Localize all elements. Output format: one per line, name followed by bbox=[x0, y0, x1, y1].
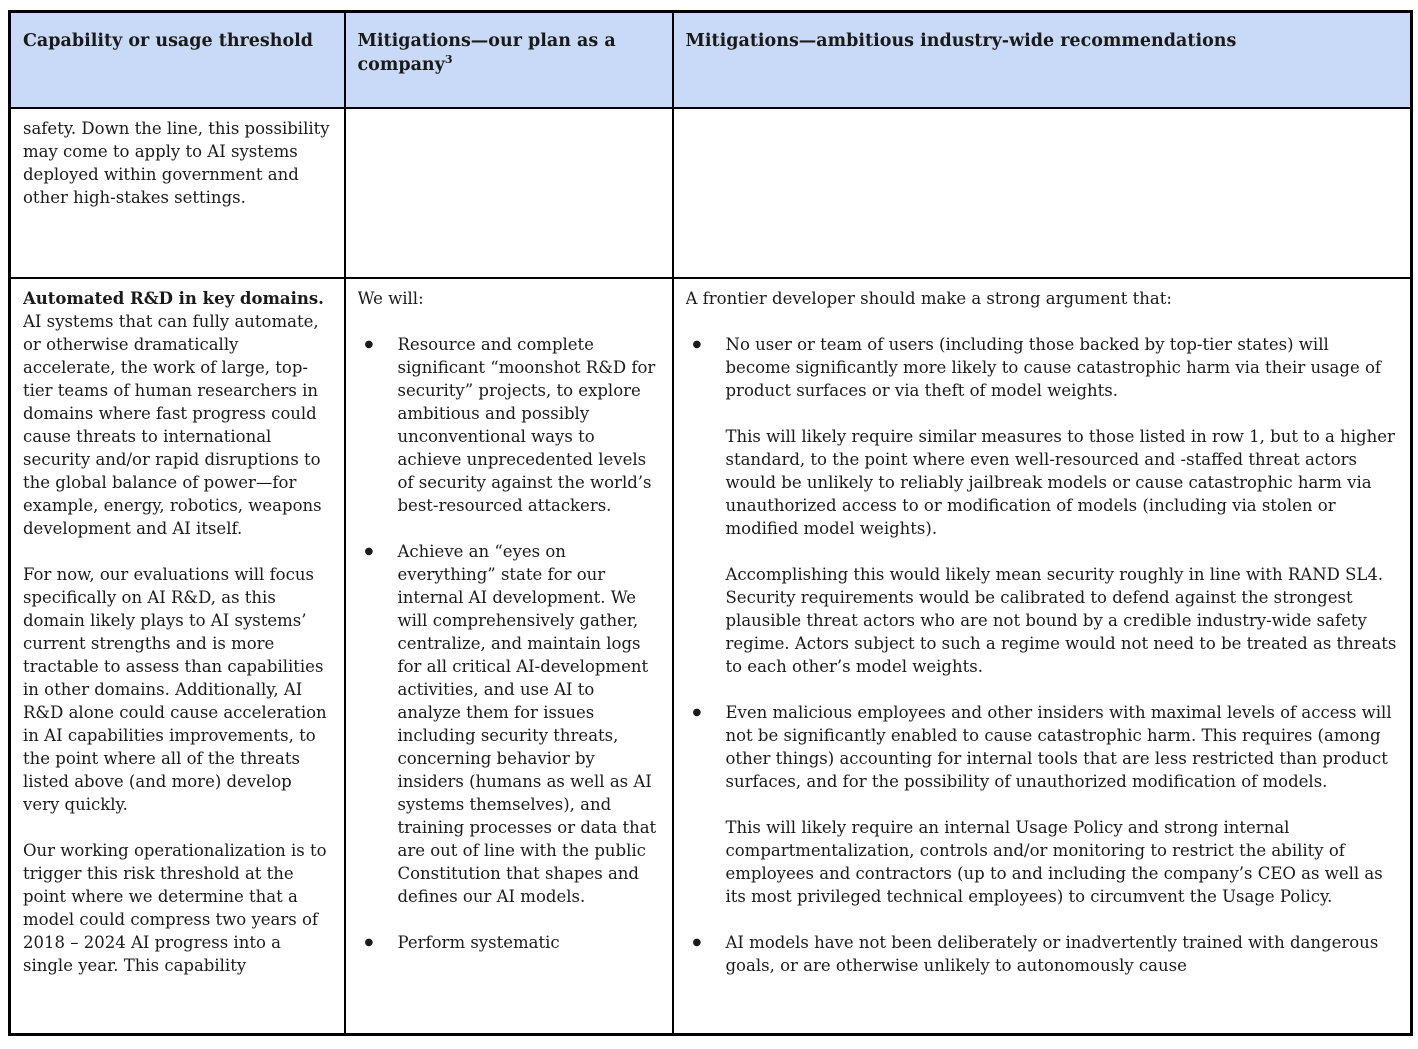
capability-paragraph-2: For now, our evaluations will focus specifically on AI R&D, as this domain likely plays to AI systems’ current strengths and is more tractable to assess than capabilities in other domains. Additionally, AI R&D alone could cause acceleration in AI capabilities improvements, to the point where all of the threats listed above (and more) develop very quickly. bbox=[23, 564, 327, 814]
header-company-plan bbox=[345, 12, 673, 108]
bullet-icon: ● bbox=[364, 545, 374, 557]
cell-company-plan bbox=[345, 278, 673, 1035]
list-item-body bbox=[726, 701, 1399, 908]
capability-paragraph-1 bbox=[23, 287, 332, 540]
list-item bbox=[686, 701, 1399, 908]
table-row-automated-rd bbox=[10, 278, 1412, 1035]
industry-bullet-1-p3: Accomplishing this would likely mean security roughly in line with RAND SL4. Security requirements would be calibrated to defend against the strongest plausible threat actors who are not bound by a credible industry-wide safety regime. Actors subject to such a regime would not need to be treated as threats to each other’s model weights. bbox=[725, 564, 1397, 676]
list-item bbox=[358, 540, 660, 908]
company-plan-intro: We will: bbox=[357, 288, 424, 308]
list-item bbox=[358, 931, 660, 954]
cell-continuation-capability bbox=[10, 108, 345, 278]
list-item-body bbox=[398, 931, 660, 954]
list-item bbox=[358, 333, 660, 517]
capability-title: Automated R&D in key domains. bbox=[23, 288, 324, 308]
capability-paragraph-3: Our working operationalization is to trigger this risk threshold at the point where we determine that a model could compress two years of 2018 – 2024 AI progress into a single year. This capability bbox=[23, 840, 327, 975]
industry-intro: A frontier developer should make a strong argument that: bbox=[685, 288, 1172, 308]
list-item bbox=[686, 333, 1399, 678]
list-item-body bbox=[398, 540, 660, 908]
industry-bullet-2-p1: Even malicious employees and other insiders with maximal levels of access will not be significantly enabled to cause catastrophic harm. This requires (among other things) accounting for internal tools that are less restricted than product surfaces, and for the possibility of unauthorized modification of models. bbox=[725, 702, 1392, 791]
list-item-body bbox=[726, 931, 1399, 977]
header-industry-recommendations bbox=[673, 12, 1412, 108]
continuation-paragraph: safety. Down the line, this possibility may come to apply to AI systems deployed within government and other high-stakes settings. bbox=[23, 118, 330, 207]
table-header-row bbox=[10, 12, 1412, 108]
company-plan-bullet-2: Achieve an “eyes on everything” state for our internal AI development. We will comprehensively gather, centralize, and maintain logs for all critical AI-development activities, and use AI to analyze them for issues including security threats, concerning behavior by insiders (humans as well as AI systems themselves), and training processes or data that are out of line with the public Constitution that shapes and defines our AI models. bbox=[397, 541, 657, 906]
header-capability-threshold bbox=[10, 12, 345, 108]
cell-capability-automated-rd bbox=[10, 278, 345, 1035]
industry-bullet-1-p1: No user or team of users (including those backed by top-tier states) will become significantly more likely to cause catastrophic harm via their usage of product surfaces or via theft of model weights. bbox=[725, 334, 1381, 400]
bullet-icon: ● bbox=[692, 338, 702, 350]
capability-title-rest: AI systems that can fully automate, or otherwise dramatically accelerate, the work of large, top-tier teams of human researchers in domains where fast progress could cause threats to international security and/or rapid disruptions to the global balance of power—for example, energy, robotics, weapons development and AI itself. bbox=[23, 311, 322, 538]
bullet-icon: ● bbox=[692, 706, 702, 718]
company-plan-bullet-1: Resource and complete significant “moonshot R&D for security” projects, to explore ambitious and possibly unconventional ways to achieve unprecedented levels of security against the world’s best-resourced attackers. bbox=[397, 334, 656, 515]
cell-continuation-company-plan bbox=[345, 108, 673, 278]
industry-bullet-2-p2: This will likely require an internal Usage Policy and strong internal compartmentalization, controls and/or monitoring to restrict the ability of employees and contractors (up to and including the company’s CEO as well as its most privileged technical employees) to circumvent the Usage Policy. bbox=[725, 817, 1383, 906]
industry-bullet-3-p1: AI models have not been deliberately or inadvertently trained with dangerous goals, or are otherwise unlikely to autonomously cause bbox=[725, 932, 1379, 975]
list-item bbox=[686, 931, 1399, 977]
capability-mitigations-table bbox=[8, 10, 1413, 1036]
header-capability-label: Capability or usage threshold bbox=[23, 31, 314, 51]
table-row-continuation bbox=[10, 108, 1412, 278]
bullet-icon: ● bbox=[692, 936, 702, 948]
footnote-marker: 3 bbox=[444, 53, 453, 67]
industry-cell-content bbox=[686, 287, 1399, 1015]
header-company-plan-label: Mitigations—our plan as a company bbox=[357, 31, 616, 75]
bullet-icon: ● bbox=[364, 936, 374, 948]
company-plan-cell-content bbox=[358, 287, 660, 1015]
list-item-body bbox=[726, 333, 1399, 678]
bullet-icon: ● bbox=[364, 338, 374, 350]
list-item-body bbox=[398, 333, 660, 517]
header-industry-label: Mitigations—ambitious industry-wide recommendations bbox=[685, 31, 1237, 51]
cell-industry-recommendations bbox=[673, 278, 1412, 1035]
industry-bullet-1-p2: This will likely require similar measures to those listed in row 1, but to a higher standard, to the point where even well-resourced and -staffed threat actors would be unlikely to reliably jailbreak models or cause catastrophic harm via unauthorized access to or modification of models (including via stolen or modified model weights). bbox=[725, 426, 1395, 538]
cell-continuation-industry bbox=[673, 108, 1412, 278]
capability-cell-content bbox=[23, 287, 332, 1015]
company-plan-bullet-3: Perform systematic bbox=[397, 932, 560, 952]
